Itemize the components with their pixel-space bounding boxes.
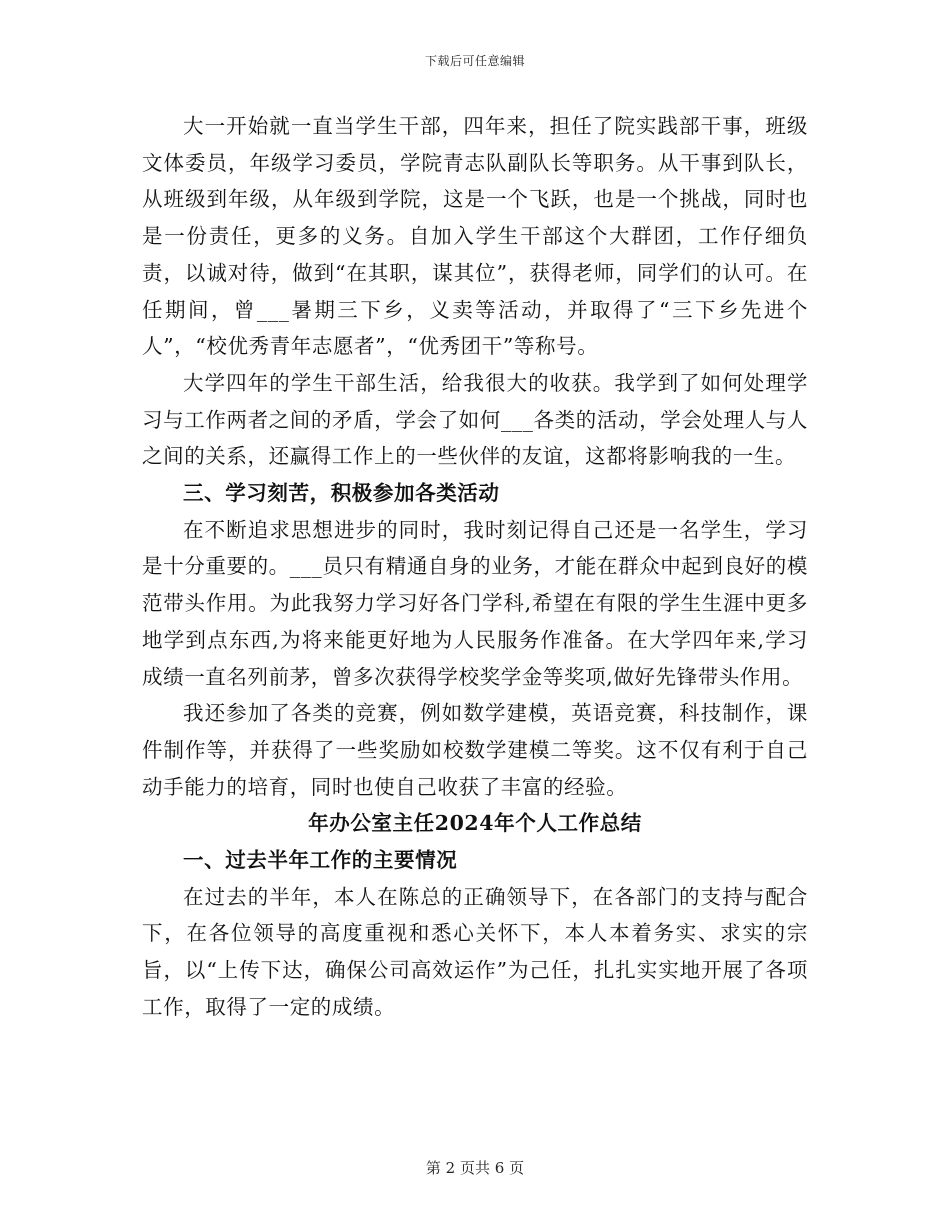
paragraph-harvest: 大学四年的学生干部生活，给我很大的收获。我学到了如何处理学习与工作两者之间的矛盾，学会了如何___各类的活动，学会处理人与人之间的关系，还赢得工作上的一些伙伴的友谊，这都将影响我的一生。 xyxy=(142,370,808,469)
section-heading-study: 三、学习刻苦，积极参加各类活动 xyxy=(183,481,500,506)
paragraph-work-summary: 在过去的半年，本人在陈总的正确领导下，在各部门的支持与配合下，在各位领导的高度重视和悉心关怀下，本人本着务实、求实的宗旨，以“上传下达，确保公司高效运作”为己任，扎扎实实地开展了各项工作，取得了一定的成绩。 xyxy=(142,884,808,1019)
paragraph-competitions: 我还参加了各类的竞赛，例如数学建模，英语竞赛，科技制作，课件制作等，并获得了一些奖励如校数学建模二等奖。这不仅有利于自己动手能力的培育，同时也使自己收获了丰富的经验。 xyxy=(142,701,808,799)
document-title: 年办公室主任2024年个人工作总结 xyxy=(308,811,642,836)
page-footer: 第 2 页共 6 页 xyxy=(425,1159,525,1177)
paragraph-study: 在不断追求思想进步的同时，我时刻记得自己还是一名学生，学习是十分重要的。___员只有精通自身的业务，才能在群众中起到良好的模范带头作用。为此我努力学习好各门学科,希望在有限的学生生涯中更多地学到点东西,为将来能更好地为人民服务作准备。在大学四年来,学习成绩一直名列前茅，曾多次获得学校奖学金等奖项,做好先锋带头作用。 xyxy=(142,517,808,689)
section-heading-work: 一、过去半年工作的主要情况 xyxy=(183,848,458,873)
document-body xyxy=(142,108,808,1026)
page-header: 下载后可任意编辑 xyxy=(424,54,525,68)
paragraph-student-leader: 大一开始就一直当学生干部，四年来，担任了院实践部干事，班级文体委员，年级学习委员，学院青志队副队长等职务。从干事到队长，从班级到年级，从年级到学院，这是一个飞跃，也是一个挑战，同时也是一份责任，更多的义务。自加入学生干部这个大群团，工作仔细负责，以诚对待，做到“在其职，谋其位”，获得老师，同学们的认可。在任期间，曾___暑期三下乡，义卖等活动，并取得了“三下乡先进个人”，“校优秀青年志愿者”，“优秀团干”等称号。 xyxy=(142,114,808,359)
